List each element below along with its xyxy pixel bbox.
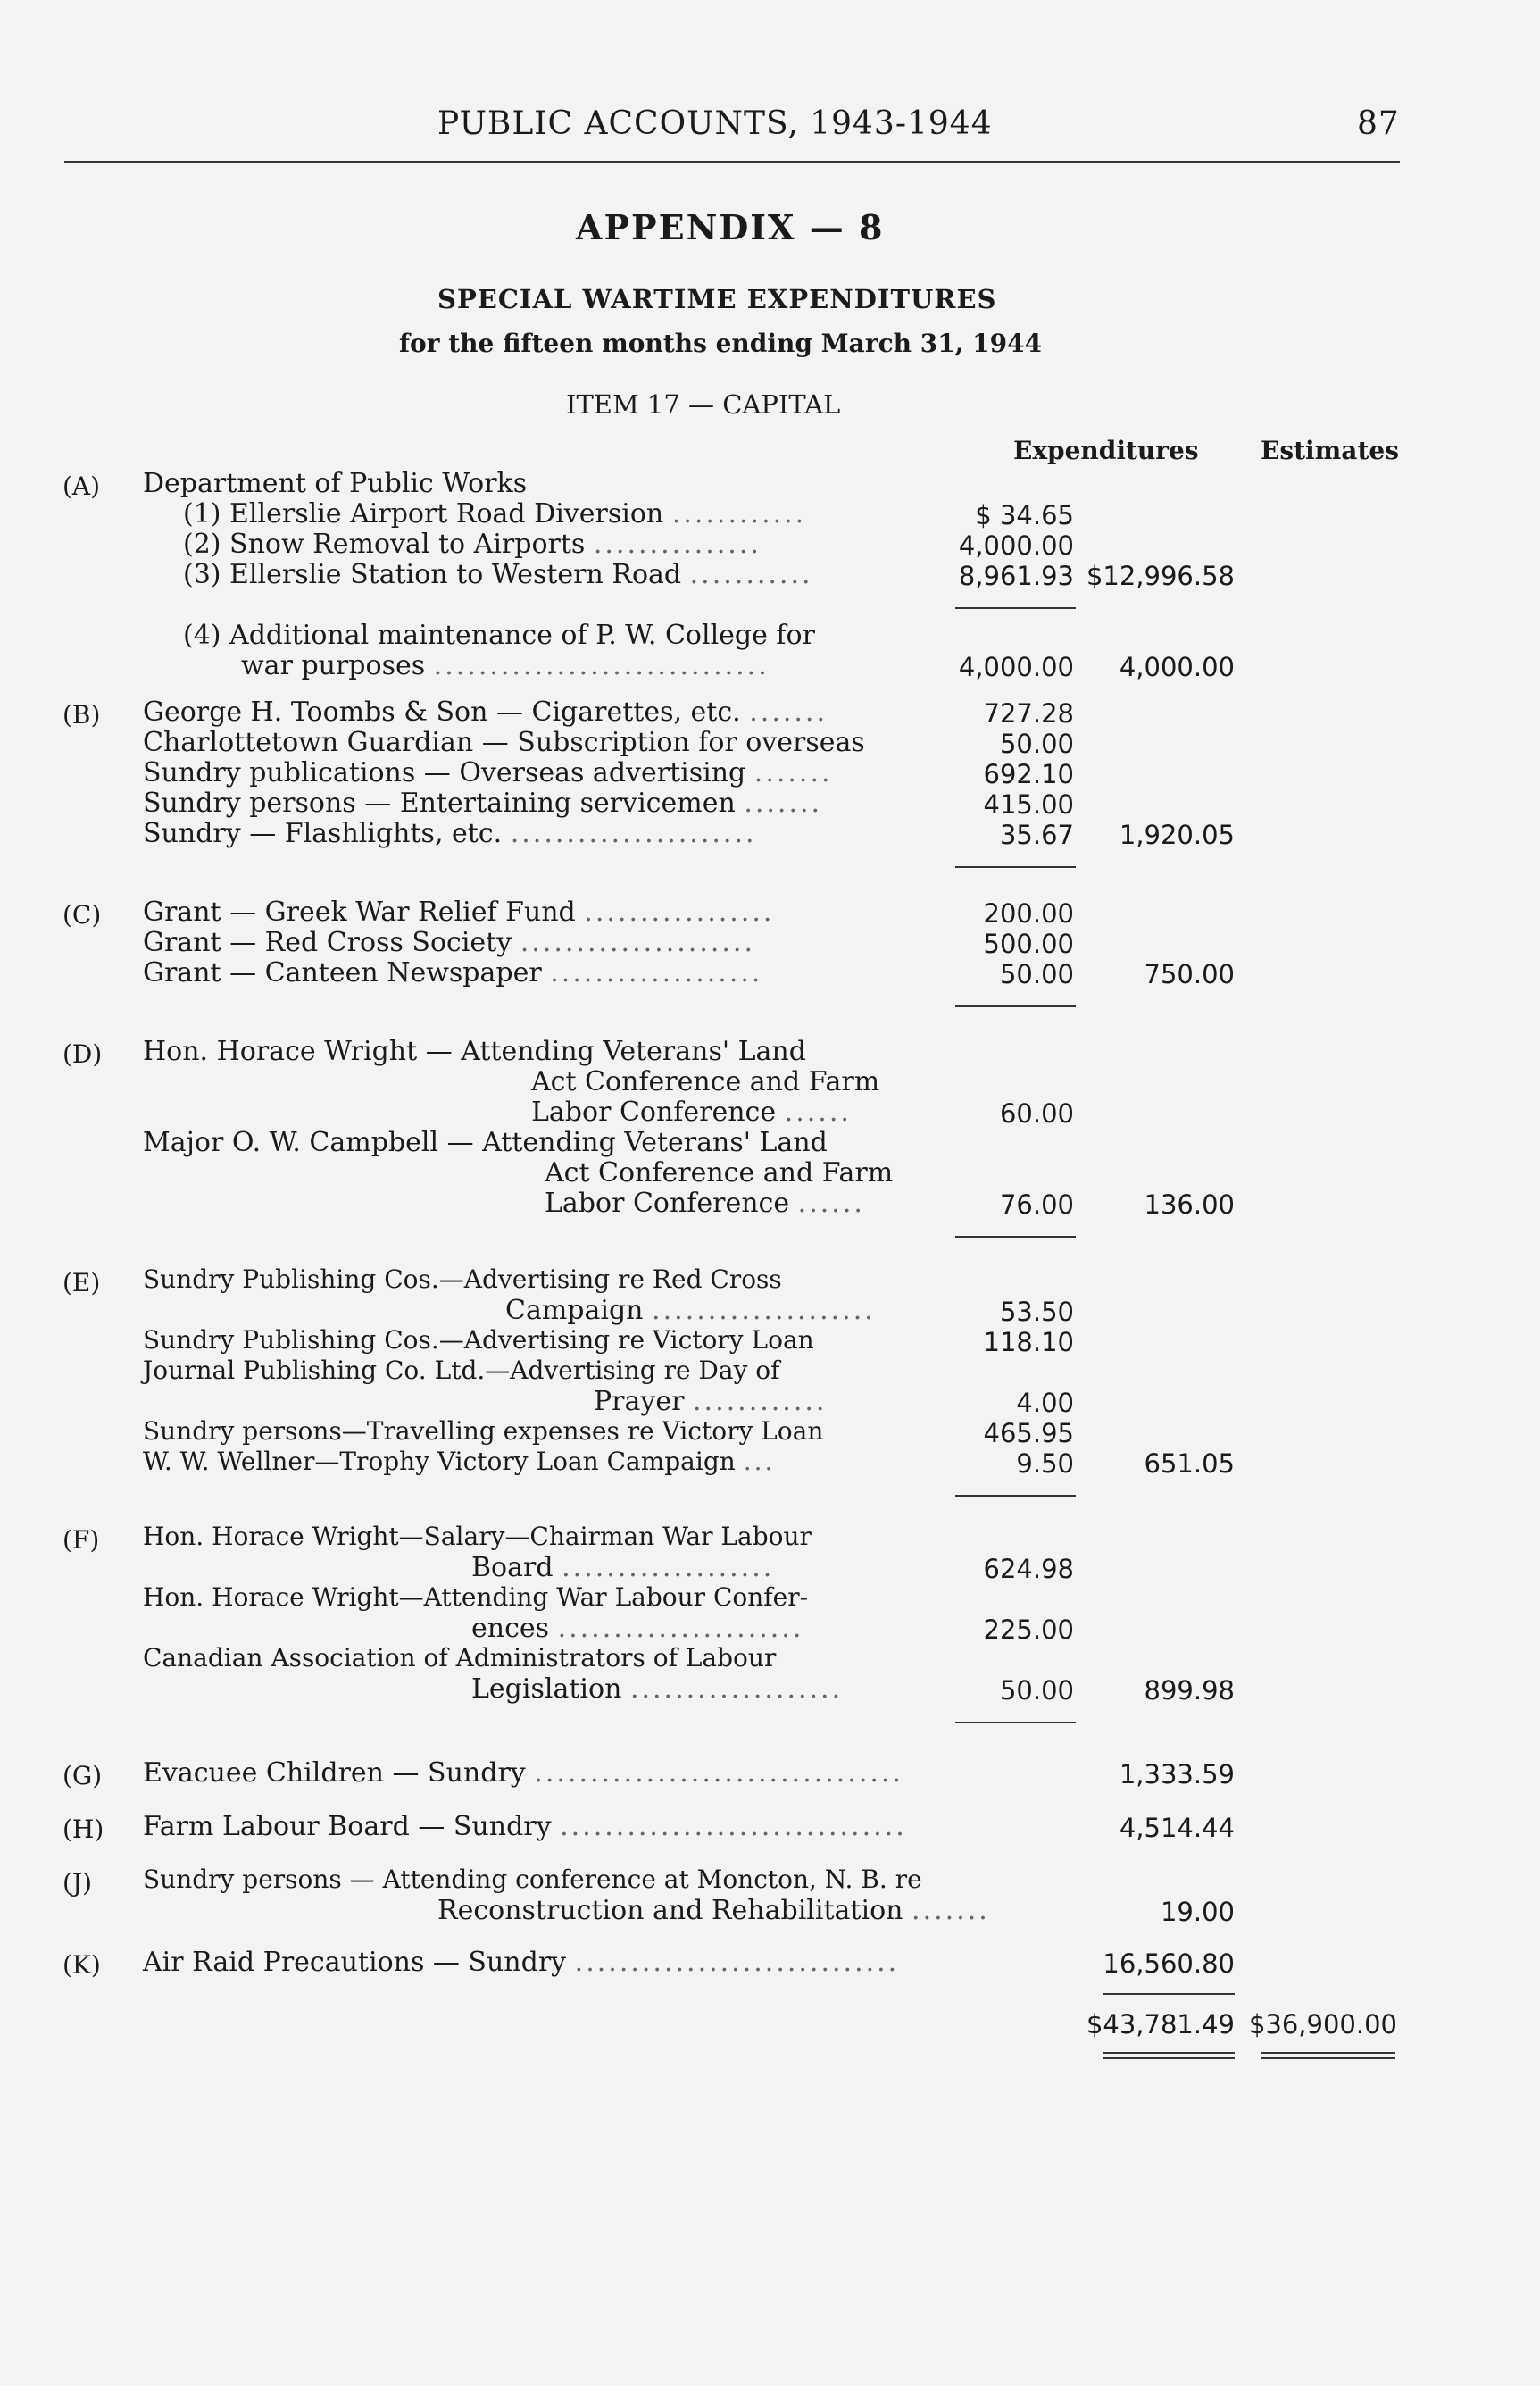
section-b-line2: Charlottetown Guardian — Subscription for overseas (143, 727, 865, 758)
section-e-amount4: 465.95 (983, 1418, 1074, 1448)
section-label-a: (A) (62, 471, 101, 501)
item-title: ITEM 17 — CAPITAL (566, 389, 841, 420)
section-a-total1: $12,996.58 (1086, 561, 1235, 591)
double-rule-estimates-2 (1261, 2057, 1395, 2059)
section-e-amount1: 53.50 (999, 1297, 1074, 1327)
section-a-title: Department of Public Works (143, 468, 528, 499)
section-h-total: 4,514.44 (1119, 1813, 1235, 1843)
section-c-line1: Grant — Greek War Relief Fund ................. (143, 897, 775, 928)
appendix-title: APPENDIX — 8 (576, 207, 885, 247)
section-e-line3b: Prayer ............ (594, 1386, 828, 1417)
section-d-line1b: Act Conference and Farm (531, 1066, 880, 1097)
subtitle: SPECIAL WARTIME EXPENDITURES (437, 284, 997, 314)
section-b-amount2: 50.00 (999, 729, 1074, 759)
section-d-amount1: 60.00 (999, 1098, 1074, 1129)
section-b-amount1: 727.28 (983, 698, 1074, 729)
section-f-line3a: Canadian Association of Administrators of Labour (143, 1643, 777, 1673)
section-e-line4: Sundry persons—Travelling expenses re Victory Loan (143, 1416, 824, 1446)
page-number: 87 (1357, 105, 1400, 142)
section-a-line3: (3) Ellerslie Station to Western Road ........... (183, 559, 813, 590)
double-rule-expenditures-1 (1103, 2052, 1235, 2054)
section-label-k: (K) (62, 1950, 101, 1980)
section-c-line2: Grant — Red Cross Society ..................... (143, 927, 755, 958)
col-header-estimates: Estimates (1261, 436, 1399, 465)
section-d-total: 136.00 (1144, 1189, 1235, 1220)
section-k-total: 16,560.80 (1103, 1948, 1235, 1979)
double-rule-expenditures-2 (1103, 2057, 1235, 2059)
section-e-line5: W. W. Wellner—Trophy Victory Loan Campaign ... (143, 1447, 776, 1476)
section-b-rule (955, 866, 1076, 868)
section-f-rule (955, 1722, 1076, 1723)
header-rule (64, 161, 1400, 163)
running-head: PUBLIC ACCOUNTS, 1943-1944 (437, 105, 993, 142)
section-g-total: 1,333.59 (1119, 1759, 1235, 1790)
section-a-amount1: $ 34.65 (975, 500, 1074, 530)
section-b-line1: George H. Toombs & Son — Cigarettes, etc. ....... (143, 697, 828, 728)
section-e-total: 651.05 (1144, 1448, 1235, 1479)
section-f-line1b: Board ................... (471, 1552, 775, 1583)
section-a-amount3: 8,961.93 (958, 561, 1074, 591)
grand-total-expenditures: $43,781.49 (1086, 2009, 1235, 2040)
section-label-j: (J) (62, 1868, 93, 1898)
section-g-line: Evacuee Children — Sundry ................................. (143, 1757, 903, 1789)
section-e-line3a: Journal Publishing Co. Ltd.—Advertising re Day of (143, 1356, 780, 1385)
section-f-line3b: Legislation ................... (471, 1673, 844, 1705)
section-f-line1a: Hon. Horace Wright—Salary—Chairman War Labour (143, 1522, 812, 1551)
section-label-e: (E) (62, 1268, 101, 1297)
section-f-amount3: 50.00 (999, 1675, 1074, 1706)
section-a-amount4: 4,000.00 (958, 652, 1074, 682)
section-b-amount4: 415.00 (983, 789, 1074, 820)
section-b-line3: Sundry publications — Overseas advertising ....... (143, 757, 833, 788)
section-a-line4a: (4) Additional maintenance of P. W. College for (183, 620, 815, 651)
section-b-amount5: 35.67 (999, 820, 1074, 850)
section-j-total: 19.00 (1160, 1897, 1235, 1927)
section-d-amount2: 76.00 (999, 1189, 1074, 1220)
section-a-amount2: 4,000.00 (958, 530, 1074, 561)
section-d-line2c: Labor Conference ...... (545, 1188, 865, 1219)
section-b-total: 1,920.05 (1119, 820, 1235, 850)
section-d-line2a: Major O. W. Campbell — Attending Veterans' Land (143, 1127, 828, 1158)
section-label-f: (F) (62, 1525, 100, 1555)
section-e-line2: Sundry Publishing Cos.—Advertising re Victory Loan (143, 1325, 814, 1355)
section-k-line: Air Raid Precautions — Sundry ............................. (143, 1947, 900, 1978)
section-j-line-b: Reconstruction and Rehabilitation ....... (437, 1895, 990, 1926)
section-e-amount5: 9.50 (1016, 1448, 1074, 1479)
section-label-h: (H) (62, 1815, 104, 1844)
subtitle-period: for the fifteen months ending March 31, 1944 (399, 329, 1043, 358)
section-c-amount1: 200.00 (983, 898, 1074, 929)
section-label-c: (C) (62, 900, 102, 930)
section-label-d: (D) (62, 1039, 103, 1069)
section-d-rule (955, 1236, 1076, 1238)
grand-total-estimates: $36,900.00 (1248, 2009, 1397, 2040)
section-label-b: (B) (62, 700, 101, 730)
section-a-total2: 4,000.00 (1119, 652, 1235, 682)
section-e-line1a: Sundry Publishing Cos.—Advertising re Red Cross (143, 1264, 782, 1294)
section-e-amount2: 118.10 (983, 1327, 1074, 1357)
section-e-line1b: Campaign .................... (505, 1295, 876, 1326)
section-h-line: Farm Labour Board — Sundry ............................... (143, 1811, 907, 1842)
section-c-rule (955, 1005, 1076, 1007)
section-f-total: 899.98 (1144, 1675, 1235, 1706)
section-e-rule (955, 1495, 1076, 1497)
section-c-total: 750.00 (1144, 959, 1235, 989)
total-rule-expenditures (1103, 1993, 1235, 1995)
section-b-amount3: 692.10 (983, 759, 1074, 789)
col-header-expenditures: Expenditures (1013, 436, 1199, 465)
section-a-line4b: war purposes .............................. (241, 650, 770, 681)
section-j-line-a: Sundry persons — Attending conference at Moncton, N. B. re (143, 1865, 922, 1894)
section-b-line4: Sundry persons — Entertaining servicemen ....... (143, 788, 823, 819)
section-label-g: (G) (62, 1761, 103, 1790)
section-d-line1a: Hon. Horace Wright — Attending Veterans' Land (143, 1036, 806, 1067)
section-b-line5: Sundry — Flashlights, etc. ...................... (143, 818, 757, 849)
section-f-amount1: 624.98 (983, 1554, 1074, 1584)
section-a-line1: (1) Ellerslie Airport Road Diversion ............ (183, 498, 807, 530)
section-d-line1c: Labor Conference ...... (531, 1097, 852, 1128)
section-e-amount3: 4.00 (1016, 1388, 1074, 1418)
section-a-line2: (2) Snow Removal to Airports ............... (183, 529, 762, 560)
double-rule-estimates-1 (1261, 2052, 1395, 2054)
section-c-amount3: 50.00 (999, 959, 1074, 989)
section-d-line2b: Act Conference and Farm (545, 1157, 894, 1189)
section-c-amount2: 500.00 (983, 929, 1074, 959)
section-c-line3: Grant — Canteen Newspaper ................... (143, 957, 763, 989)
section-f-amount2: 225.00 (983, 1614, 1074, 1645)
section-a-subtotal-rule (955, 607, 1076, 609)
section-f-line2a: Hon. Horace Wright—Attending War Labour Confer- (143, 1582, 809, 1612)
section-f-line2b: ences ...................... (471, 1613, 804, 1644)
